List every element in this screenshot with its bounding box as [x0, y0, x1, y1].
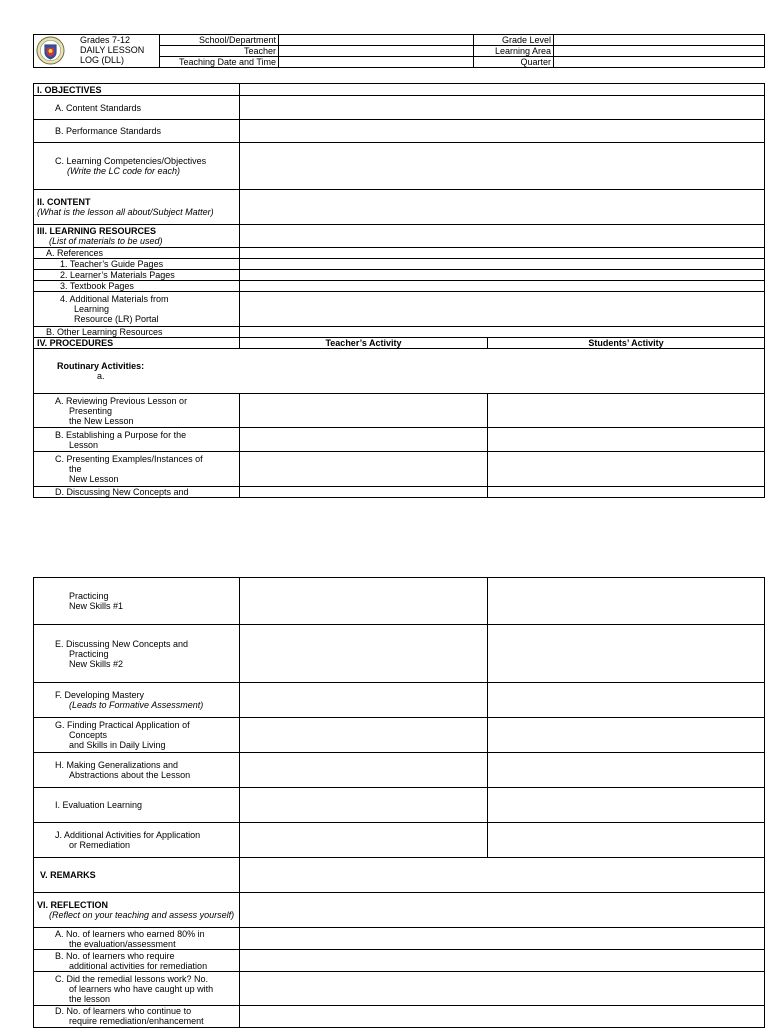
procedure-c-teacher [240, 452, 488, 487]
procedure-i-teacher [240, 788, 488, 823]
procedure-j-line-2: or Remediation [69, 840, 131, 850]
procedure-d-teacher [240, 487, 488, 498]
remarks-heading: V. REMARKS [34, 858, 240, 893]
reflection-d-label [34, 1006, 240, 1028]
procedure-h-students [488, 753, 765, 788]
reflection-note: (Reflect on your teaching and assess yourself) [49, 910, 235, 920]
quarter-value [554, 57, 765, 68]
dll-table-page-2 [33, 577, 765, 1028]
procedure-j-label [34, 823, 240, 858]
reflection-a-line-2: the evaluation/assessment [69, 938, 176, 949]
quarter-label: Quarter [474, 57, 554, 68]
procedure-c-line-2: the [69, 464, 82, 474]
procedures-heading: IV. PROCEDURES [34, 338, 240, 349]
reflection-c-line-2: of learners who have caught up with [69, 983, 214, 994]
procedure-g-students [488, 718, 765, 753]
procedure-h-line-1: H. Making Generalizations and [55, 760, 179, 770]
content-standards-value [240, 96, 765, 120]
procedure-c-line-3: New Lesson [69, 474, 119, 484]
doc-title-line-3: LOG (DLL) [80, 55, 125, 65]
teacher-value [279, 46, 474, 57]
competencies-label [34, 143, 240, 190]
resources-note: (List of materials to be used) [49, 236, 163, 246]
procedure-d-continued-students [488, 578, 765, 625]
reflection-a-value [240, 928, 765, 950]
content-standards-label: A. Content Standards [34, 96, 240, 120]
procedure-e-line-3: New Skills #2 [69, 658, 124, 669]
reflection-b-line-2: additional activities for remediation [69, 960, 208, 971]
procedure-d-line-2: Practicing [69, 591, 109, 601]
reflection-b-label [34, 950, 240, 972]
performance-standards-label: B. Performance Standards [34, 120, 240, 143]
reflection-c-value [240, 972, 765, 1006]
ref4-line-1: 4. Additional Materials from [60, 294, 169, 304]
procedure-j-teacher [240, 823, 488, 858]
school-value [279, 35, 474, 46]
resources-heading: III. LEARNING RESOURCES [37, 226, 157, 236]
reflection-value [240, 893, 765, 928]
procedure-a-students [488, 394, 765, 428]
procedure-e-teacher [240, 625, 488, 683]
ref-textbook: 3. Textbook Pages [34, 281, 240, 292]
procedure-f-line-2: (Leads to Formative Assessment) [69, 700, 204, 710]
procedure-g-line-2: Concepts [69, 730, 108, 740]
procedure-c-line-1: C. Presenting Examples/Instances of [55, 454, 203, 464]
ref-learners-materials: 2. Learner’s Materials Pages [34, 270, 240, 281]
procedure-b-line-1: B. Establishing a Purpose for the [55, 429, 187, 440]
procedure-h-label [34, 753, 240, 788]
procedure-c-label [34, 452, 240, 487]
procedure-h-teacher [240, 753, 488, 788]
procedure-j-students [488, 823, 765, 858]
procedure-a-teacher [240, 394, 488, 428]
procedure-d-continued-teacher [240, 578, 488, 625]
students-activity-heading: Students’ Activity [488, 338, 765, 349]
reflection-heading: VI. REFLECTION [37, 900, 109, 910]
reflection-b-line-1: B. No. of learners who require [55, 950, 175, 961]
teachers-activity-heading: Teacher’s Activity [240, 338, 488, 349]
content-heading: II. CONTENT [37, 197, 91, 207]
procedure-b-label [34, 428, 240, 452]
procedure-e-line-2: Practicing [69, 648, 109, 659]
procedure-f-label [34, 683, 240, 718]
teaching-date-value [279, 57, 474, 68]
objectives-heading: I. OBJECTIVES [34, 84, 240, 96]
reflection-c-line-3: the lesson [69, 993, 111, 1004]
doc-title-line-2: DAILY LESSON [80, 45, 145, 55]
procedure-b-line-2: Lesson [69, 439, 99, 450]
procedure-f-students [488, 683, 765, 718]
procedure-g-label [34, 718, 240, 753]
ref-teachers-guide: 1. Teacher’s Guide Pages [34, 259, 240, 270]
procedure-g-line-3: and Skills in Daily Living [69, 740, 166, 750]
reflection-c-line-1: C. Did the remedial lessons work? No. [55, 973, 209, 984]
procedure-h-line-2: Abstractions about the Lesson [69, 770, 191, 780]
header-table [33, 34, 765, 68]
procedure-b-teacher [240, 428, 488, 452]
references-label: A. References [34, 248, 240, 259]
routinary-item-a: a. [97, 371, 105, 381]
procedure-f-teacher [240, 683, 488, 718]
procedure-g-teacher [240, 718, 488, 753]
reflection-d-line-1: D. No. of learners who continue to [55, 1006, 192, 1016]
procedure-g-line-1: G. Finding Practical Application of [55, 720, 190, 730]
ref4-line-3: Resource (LR) Portal [74, 314, 159, 324]
reflection-d-line-2: require remediation/enhancement [69, 1016, 204, 1026]
procedure-d-line-3: New Skills #1 [69, 601, 124, 611]
dll-table-page-1 [33, 83, 765, 498]
procedure-d-continued-label [34, 578, 240, 625]
procedure-i-label: I. Evaluation Learning [34, 788, 240, 823]
teacher-label: Teacher [160, 46, 279, 57]
teaching-date-label: Teaching Date and Time [160, 57, 279, 68]
reflection-label [34, 893, 240, 928]
procedure-d-students [488, 487, 765, 498]
school-label: School/Department [160, 35, 279, 46]
procedure-e-line-1: E. Discussing New Concepts and [55, 638, 189, 649]
content-value [240, 190, 765, 225]
procedure-e-label [34, 625, 240, 683]
ref-additional-materials [34, 292, 240, 327]
reflection-a-label [34, 928, 240, 950]
ref4-line-2: Learning [74, 304, 110, 314]
deped-seal-icon [36, 36, 65, 65]
reflection-a-line-1: A. No. of learners who earned 80% in [55, 928, 205, 939]
content-label [34, 190, 240, 225]
procedure-d-label: D. Discussing New Concepts and [34, 487, 240, 498]
competencies-value [240, 143, 765, 190]
routinary-heading: Routinary Activities: [57, 361, 145, 371]
competencies-note: (Write the LC code for each) [67, 166, 181, 176]
procedure-b-students [488, 428, 765, 452]
content-note: (What is the lesson all about/Subject Matter) [37, 207, 214, 217]
procedure-a-line-2: Presenting [69, 405, 113, 416]
other-resources-label: B. Other Learning Resources [34, 327, 240, 338]
routinary-activities [34, 349, 765, 394]
reflection-b-value [240, 950, 765, 972]
learning-area-value [554, 46, 765, 57]
reflection-d-value [240, 1006, 765, 1028]
procedure-e-students [488, 625, 765, 683]
learning-area-label: Learning Area [474, 46, 554, 57]
reflection-c-label [34, 972, 240, 1006]
remarks-value [240, 858, 765, 893]
procedure-f-line-1: F. Developing Mastery [55, 690, 145, 700]
grade-level-value [554, 35, 765, 46]
procedure-j-line-1: J. Additional Activities for Application [55, 830, 201, 840]
doc-title-cell [34, 35, 160, 68]
procedure-i-students [488, 788, 765, 823]
procedure-a-label [34, 394, 240, 428]
grade-level-label: Grade Level [474, 35, 554, 46]
procedure-c-students [488, 452, 765, 487]
competencies-text: C. Learning Competencies/Objectives [55, 156, 207, 166]
procedure-a-line-3: the New Lesson [69, 415, 134, 426]
procedure-a-line-1: A. Reviewing Previous Lesson or [55, 395, 188, 406]
resources-label [34, 225, 240, 248]
performance-standards-value [240, 120, 765, 143]
doc-title-line-1: Grades 7-12 [80, 35, 131, 45]
